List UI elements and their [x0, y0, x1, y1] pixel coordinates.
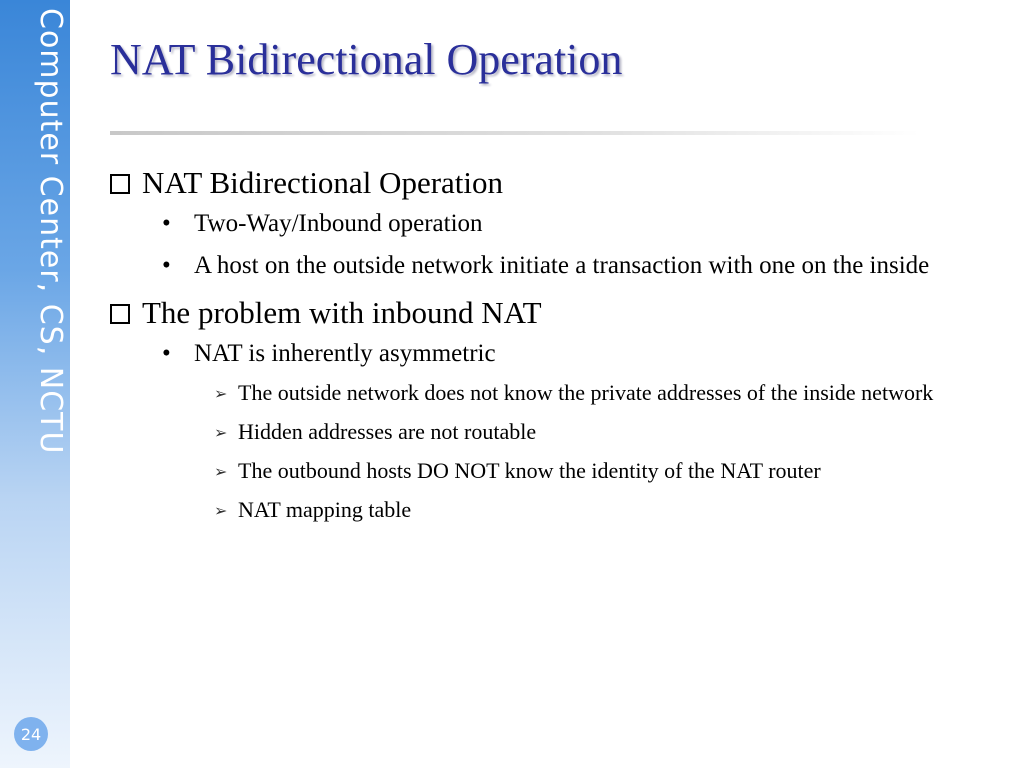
arrowhead-icon: ➢: [214, 423, 228, 443]
arrowhead-icon: ➢: [214, 461, 228, 481]
sidebar-org-label: Computer Center, CS, NCTU: [33, 8, 68, 455]
sub-bullet-item: [214, 378, 970, 409]
checkbox-square-icon: [110, 174, 130, 194]
section-heading: [110, 295, 970, 331]
sub-bullet-item: [214, 417, 970, 448]
bullet-text: A host on the outside network initiate a transaction with one on the inside: [194, 251, 930, 279]
checkbox-square-icon: [110, 304, 130, 324]
sub-bullet-text: The outbound hosts DO NOT know the identity of the NAT router: [238, 457, 821, 483]
dot-bullet-icon: •: [162, 210, 171, 237]
sub-bullet-text: The outside network does not know the private addresses of the inside network: [238, 380, 934, 406]
slide-content: [110, 165, 970, 525]
sub-bullet-item: [214, 456, 970, 487]
section-heading-text: The problem with inbound NAT: [142, 294, 542, 330]
bullet-item: [162, 337, 970, 371]
bullet-text: NAT is inherently asymmetric: [194, 339, 496, 367]
arrowhead-icon: ➢: [214, 500, 228, 520]
sidebar: [0, 0, 70, 768]
page-number-badge: 24: [14, 717, 48, 751]
section-heading: [110, 165, 970, 201]
sub-bullet-text: NAT mapping table: [238, 496, 412, 522]
bullet-text: Two-Way/Inbound operation: [194, 210, 483, 237]
dot-bullet-icon: •: [162, 251, 171, 279]
bullet-item: [162, 207, 970, 241]
arrowhead-icon: ➢: [214, 384, 228, 404]
sub-bullet-item: [214, 495, 970, 526]
slide-title: NAT Bidirectional Operation: [110, 35, 623, 84]
dot-bullet-icon: •: [162, 339, 171, 367]
title-divider: [110, 131, 920, 135]
section-heading-text: NAT Bidirectional Operation: [142, 165, 504, 200]
bullet-item: [162, 249, 970, 283]
sub-bullet-text: Hidden addresses are not routable: [238, 419, 537, 445]
